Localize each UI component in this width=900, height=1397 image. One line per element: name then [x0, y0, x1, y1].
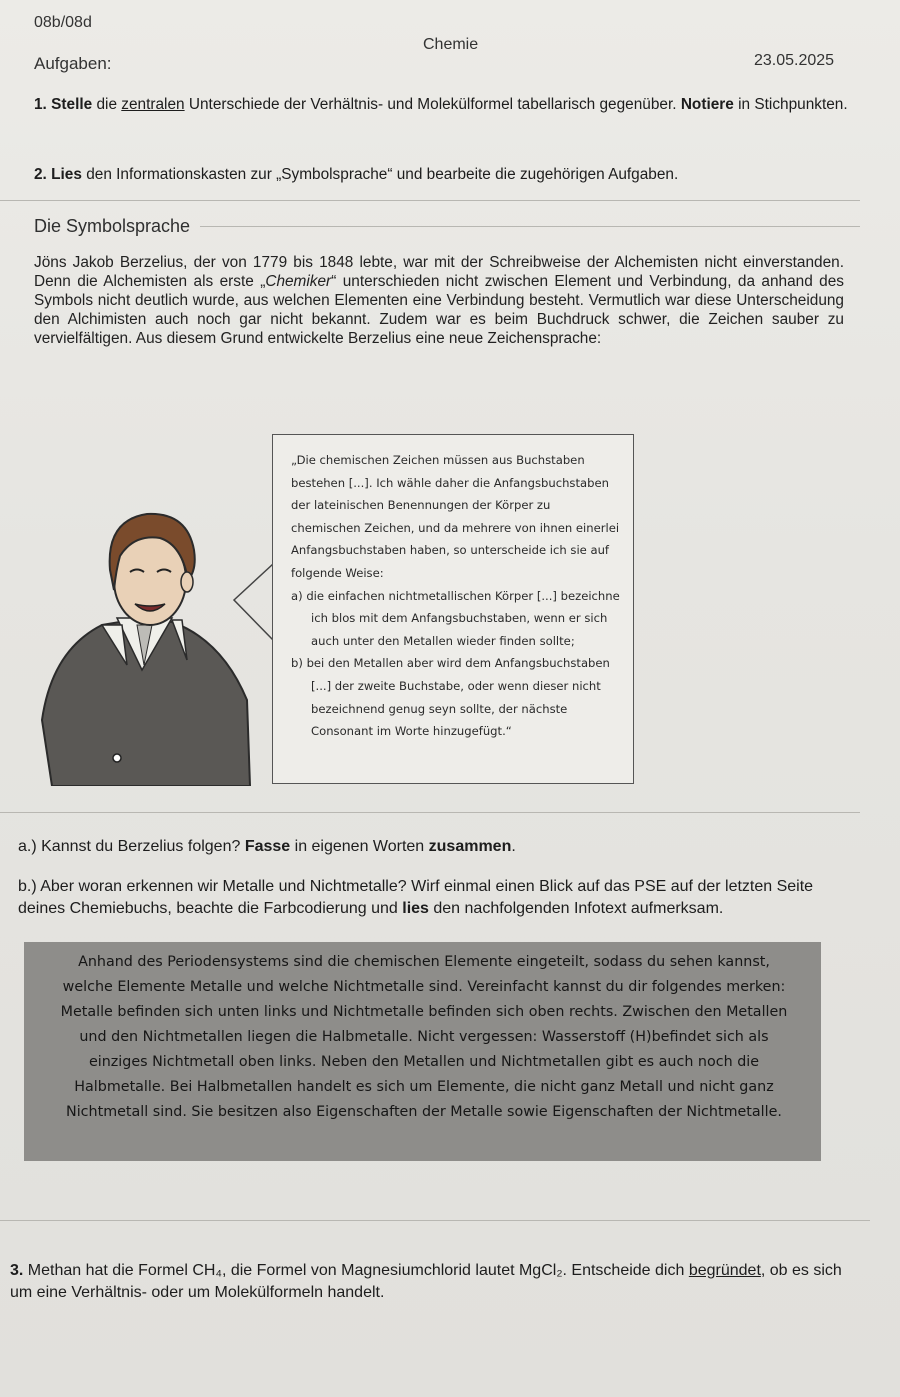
infobox-paragraph — [34, 253, 844, 348]
task-b-text-b: den nachfolgenden Infotext aufmerksam. — [428, 900, 724, 917]
task-1-underlined: zentralen — [121, 96, 185, 113]
quote-item-b: b) bei den Metallen aber wird dem Anfangsbuchstaben [...] der zweite Buchstabe, oder wenn dieser nicht bezeichnend genug seyn sollte, der nächste Consonant im Worte hinzugefügt.“ — [291, 656, 610, 739]
task-3-text-a: Methan hat die Formel CH₄, die Formel von Magnesiumchlorid lautet MgCl₂. Entscheide dich — [23, 1262, 689, 1279]
berzelius-quote-text — [291, 449, 621, 743]
infobox-title-rule — [200, 226, 860, 227]
task-a-label: a.) — [18, 838, 37, 855]
task-1-verb2: Notiere — [680, 96, 734, 113]
task-a-verb2: zusammen — [428, 838, 512, 855]
task-a — [18, 838, 516, 856]
infobox-top-rule — [0, 200, 860, 201]
task-1-text-b: Unterschiede der Verhältnis- und Molekülformel tabellarisch gegenüber. — [184, 96, 681, 113]
infobox-paragraph-b: “ unterschieden nicht zwischen Element und Verbindung, da anhand des Symbols nicht deutlich wurde, aus welchen Elementen eine Verbindung besteht. Vermutlich war diese Unterscheidung den Alchimisten auch noch gar nicht bekannt. Zudem war es beim Buchdruck schwer, die Zeichen sauber zu vervielfältigen. Aus diesem Grund entwickelte Berzelius eine neue Zeichensprache: — [34, 273, 844, 347]
task-3-number: 3. — [10, 1262, 24, 1279]
task-2-number: 2. — [34, 166, 47, 183]
task-a-text-a: Kannst du Berzelius folgen? — [36, 838, 245, 855]
section-label: Aufgaben: — [34, 54, 112, 73]
infobox-bottom-rule — [0, 812, 860, 813]
task-1-text-a: die — [92, 96, 122, 113]
task-a-text-b: in eigenen Worten — [290, 838, 429, 855]
section-bottom-rule — [0, 1220, 870, 1221]
task-2-verb: Lies — [51, 166, 82, 183]
task-1 — [34, 95, 854, 115]
infobox-title: Die Symbolsprache — [34, 216, 191, 236]
task-b-text-a: Aber woran erkennen wir Metalle und Nichtmetalle? Wirf einmal einen Blick auf das PSE auf der letzten Seite deines Chemiebuchs, beachte die Farbcodierung und — [18, 878, 814, 917]
date: 23.05.2025 — [754, 52, 835, 69]
infobox-paragraph-emphasis: Chemiker — [265, 273, 332, 290]
task-b-verb: lies — [402, 900, 429, 917]
class-code: 08b/08d — [34, 14, 92, 31]
berzelius-quote-box — [272, 434, 634, 784]
infobox-paragraph-a: Jöns Jakob Berzelius, der von 1779 bis 1848 lebte, war mit der Schreibweise der Alchemisten nicht einverstanden. Denn die Alchemisten als erste „ — [34, 254, 844, 290]
periodic-table-info-text: Anhand des Periodensystems sind die chemischen Elemente eingeteilt, sodass du sehen kannst, welche Elemente Metalle und welche Nichtmetalle sind. Vereinfacht kannst du dir folgendes merken: Metalle befinden sich unten links und Nichtmetalle befinden sich oben rechts. Zwischen den Metallen und den Nichtmetallen liegen die Halbmetalle. Nicht vergessen: Wasserstoff (H)befindet sich als einziges Nichtmetall oben links. Neben den Metallen und Nichtmetallen gibt es auch noch die Halbmetalle. Bei Halbmetallen handelt es sich um Elemente, die nicht ganz Metall und nicht ganz Nichtmetall sind. Sie besitzen also Eigenschaften der Metalle sowie Eigenschaften der Nichtmetalle. — [60, 954, 788, 1120]
task-3-underlined: begründet — [688, 1262, 761, 1279]
task-1-verb: Stelle — [51, 96, 93, 113]
task-b-label: b.) — [18, 878, 37, 895]
task-2 — [34, 165, 854, 185]
subject-title: Chemie — [423, 36, 479, 53]
task-b — [18, 876, 858, 920]
task-3 — [10, 1260, 850, 1304]
task-1-number: 1. — [34, 96, 47, 113]
task-3-text-b: , ob es sich um eine Verhältnis- oder um Molekülformeln handelt. — [10, 1262, 842, 1301]
periodic-table-info-box — [24, 942, 821, 1161]
quote-item-a: a) die einfachen nichtmetallischen Körper [...] bezeichne ich blos mit dem Anfangsbuchstaben, wenn er sich auch unter den Metallen wieder finden sollte; — [291, 588, 620, 648]
task-1-text-c: in Stichpunkten. — [733, 96, 848, 113]
task-a-verb: Fasse — [244, 838, 291, 855]
quote-intro: „Die chemischen Zeichen müssen aus Buchstaben bestehen [...]. Ich wähle daher die Anfangsbuchstaben der lateinischen Benennungen der Körper zu chemischen Zeichen, und da mehrere von ihnen einerlei Anfangsbuchstaben haben, so unterscheide ich sie auf folgende Weise: — [291, 453, 620, 580]
speech-pointer — [232, 560, 276, 660]
task-a-text-c: . — [511, 838, 516, 855]
task-2-text: den Informationskasten zur „Symbolsprache“ und bearbeite die zugehörigen Aufgaben. — [81, 166, 679, 183]
